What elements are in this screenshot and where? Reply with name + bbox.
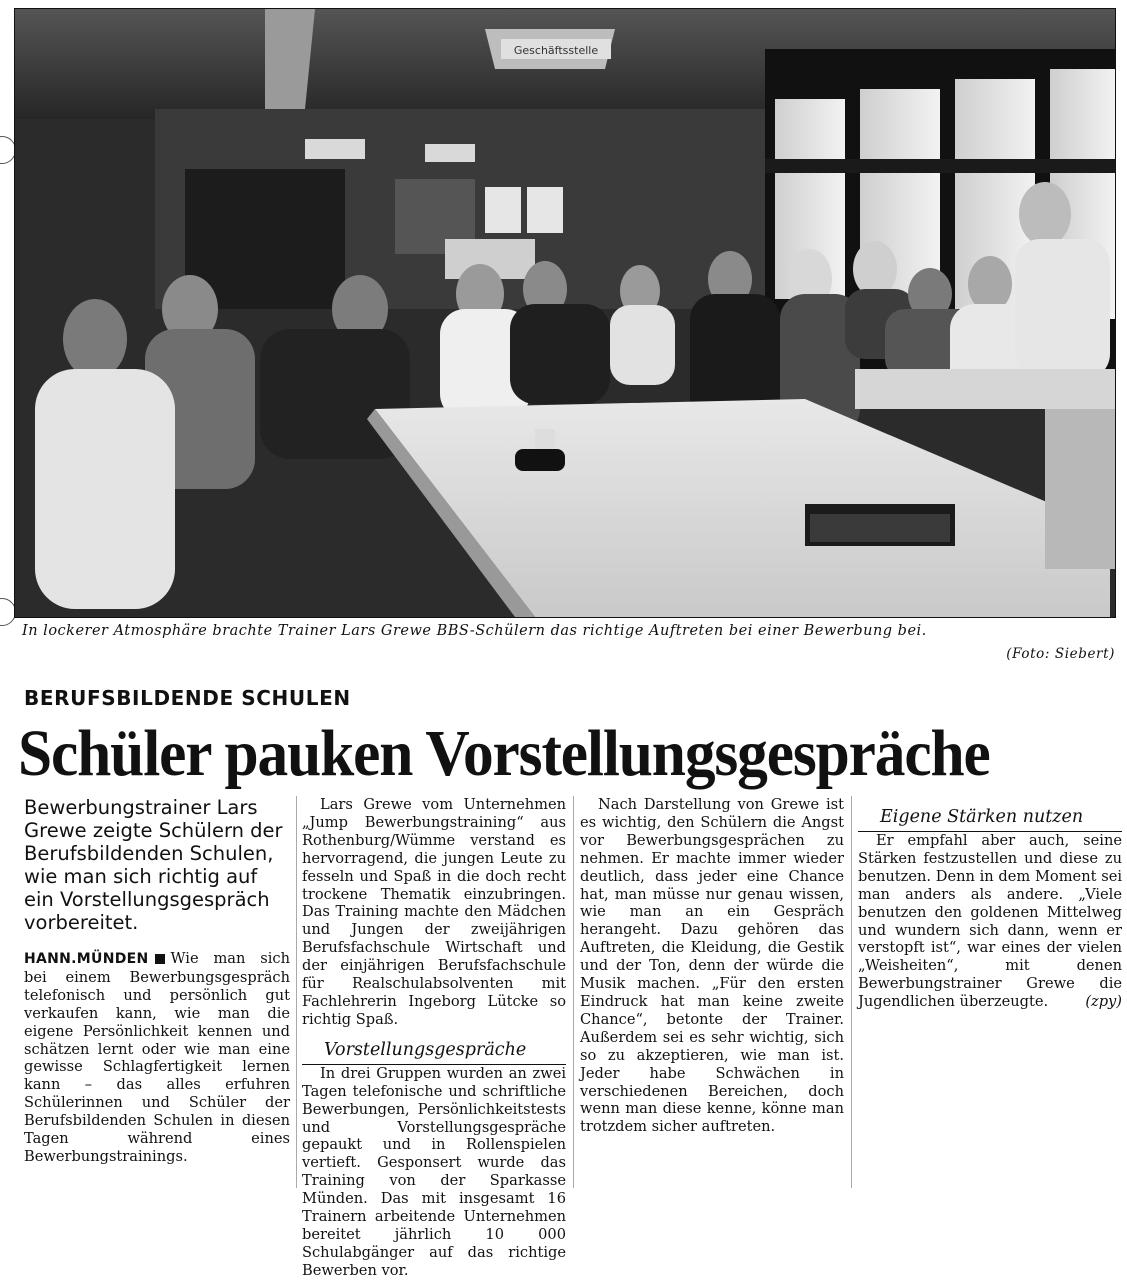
column-divider — [296, 796, 297, 1188]
wall-paper — [527, 187, 563, 233]
author-signature: (zpy) — [1085, 993, 1122, 1011]
tape-dispenser — [515, 449, 565, 471]
body-paragraph-1 — [24, 950, 290, 1166]
column-1 — [24, 796, 290, 1188]
body-paragraph-5 — [858, 832, 1122, 1011]
photo-caption: In lockerer Atmosphäre brachte Trainer Lars Grewe BBS-Schülern das richtige Auftreten bei einer Bewerbung bei. — [22, 623, 927, 639]
classroom-photo-illustration — [15, 9, 1115, 617]
subheading-2: Eigene Stärken nutzen — [858, 796, 1122, 832]
article-photo — [14, 8, 1116, 618]
body-paragraph-3: In drei Gruppen wurden an zwei Tagen telefonische und schriftliche Bewerbungen, Persönlichkeitstests und Vorstellungsgespräche gepaukt und in Rollenspielen vertieft. Gesponsert wurde das Training von der Sparkasse Münden. Das mit insgesamt 16 Trainern arbeitende Unternehmen bereitet jährlich 10 000 Schulabgänger auf das richtige Bewerben vor. — [302, 1064, 566, 1279]
dateline-square-icon — [155, 954, 165, 964]
dateline: HANN.MÜNDEN — [24, 951, 149, 967]
sign-text: Geschäftsstelle — [513, 44, 599, 57]
lead-paragraph: Bewerbungstrainer Lars Grewe zeigte Schülern der Berufsbildenden Schulen, wie man sich richtig auf ein Vorstellungsgespräch vorbereitet. — [24, 796, 283, 934]
body-paragraph-2: Lars Grewe vom Unternehmen „Jump Bewerbungstraining“ aus Rothenburg/Wümme verstand es hervorragend, die jungen Leute zu fesseln und Spaß in die doch recht trockene Thematik einzubringen. Das Training machte den Mädchen und Jungen der zweijährigen Berufsfachschule Wirtschaft und der einjährigen Berufsfachschule für Realschulabsolventen mit Fachlehrerin Ingeborg Lütcke so richtig Spaß. — [302, 796, 566, 1028]
drawer-cabinet — [1045, 409, 1115, 569]
body-text-5: Er empfahl aber auch, seine Stärken festzustellen und diese zu benutzen. Denn in dem Moment sei man anders als andere. „Viele benutzen den goldenen Mittelweg und wundern sich dann, wenn er verstopft ist“, war eines der vielen „Weisheiten“, mit denen Bewerbungstrainer Grewe die Jugendlichen überzeugte. — [858, 832, 1122, 1011]
headline: Schüler pauken Vorstellungsgespräche — [18, 717, 990, 790]
kicker: BERUFSBILDENDE SCHULEN — [24, 686, 351, 710]
photo-credit: (Foto: Siebert) — [1006, 646, 1115, 662]
column-2 — [302, 796, 566, 1279]
column-3 — [580, 796, 844, 1188]
body-paragraph-4: Nach Darstellung von Grewe ist es wichtig, den Schülern die Angst vor Bewerbungsgesprächen zu nehmen. Er machte immer wieder deutlich, dass jeder eine Chance hat, man müsse nur genau wissen, wie man an ein Gespräch herangeht. Dazu gehören das Auftreten, die Kleidung, die Gestik und der Ton, denn der würde die Musik machen. „Für den ersten Eindruck hat man keine zweite Chance“, betonte der Trainer. Außerdem sei es sehr wichtig, sich so zu akzeptieren, wie man ist. Jeder habe Schwächen in verschiedenen Bereichen, doch wenn man diese kenne, könne man trotzdem sicher auftreten. — [580, 796, 844, 1136]
column-divider — [851, 796, 852, 1188]
wall-paper — [485, 187, 521, 233]
column-4 — [858, 796, 1122, 1188]
body-text-1: Wie man sich bei einem Bewerbungsgespräch telefonisch und persönlich gut verkaufen kann, wie man die eigene Persönlichkeit kennen und schätzen lernt oder wie man eine gewisse Schlagfertigkeit lernen kann – das alles erfuhren Schülerinnen und Schüler der Berufsbildenden Schulen in diesen Tagen während eines Bewerbungstrainings. — [24, 950, 290, 1165]
subheading-1: Vorstellungsgespräche — [302, 1029, 566, 1065]
column-divider — [573, 796, 574, 1188]
